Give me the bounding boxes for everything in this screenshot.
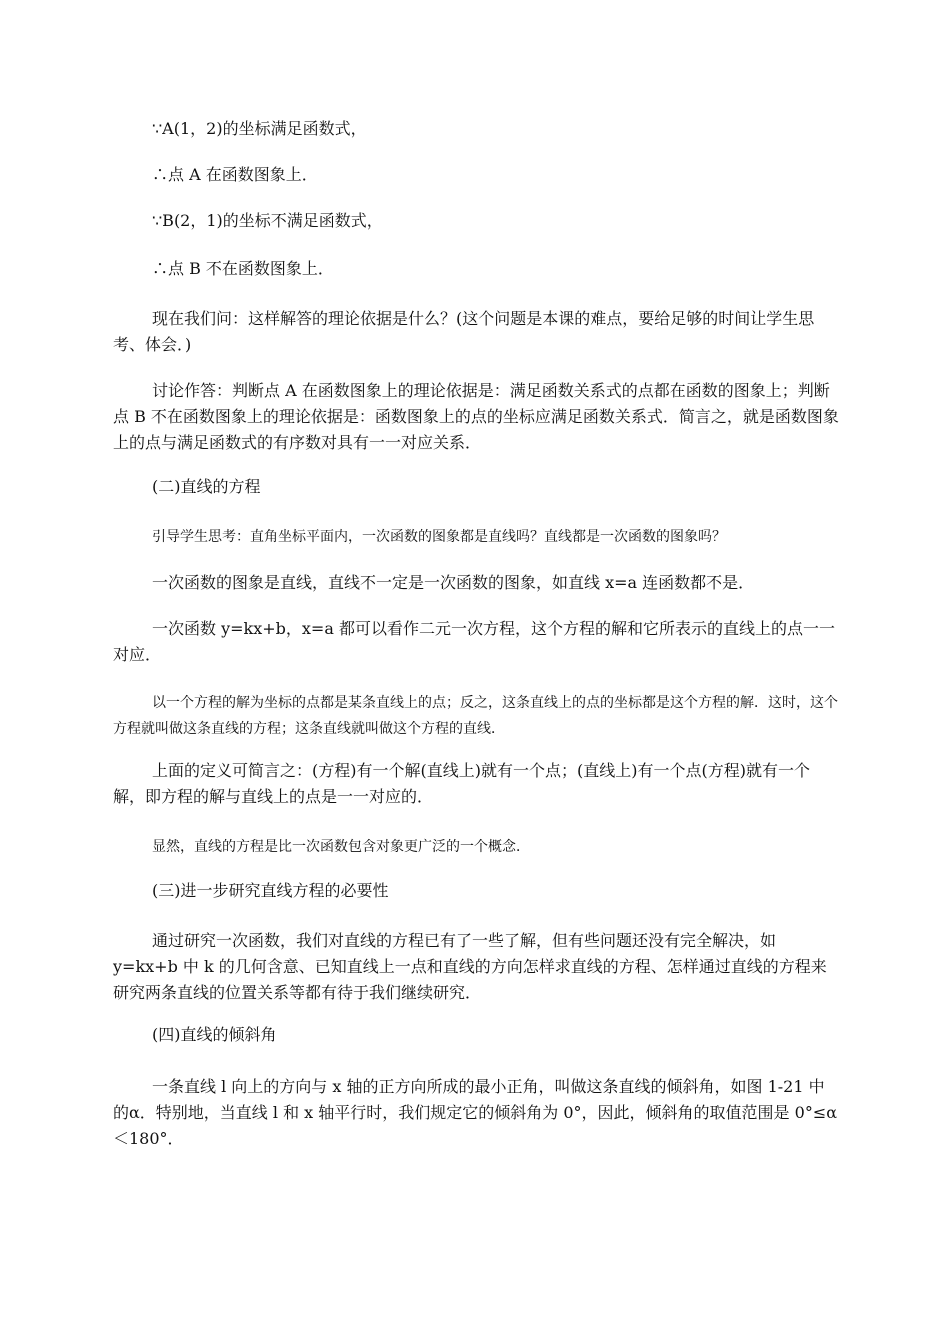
paragraph-question-basis: 现在我们问：这样解答的理论依据是什么？(这个问题是本课的难点，要给足够的时间让学生思考、体会．) [113, 309, 815, 354]
paragraph-guide-thinking: 引导学生思考：直角坐标平面内，一次函数的图象都是直线吗？直线都是一次函数的图象吗？ [152, 529, 726, 545]
section-heading-inclination-angle: (四)直线的倾斜角 [152, 1025, 277, 1044]
paragraph-inclination-definition: 一条直线 l 向上的方向与 x 轴的正方向所成的最小正角，叫做这条直线的倾斜角，如图 1-21 中的α．特别地，当直线 l 和 x 轴平行时，我们规定它的倾斜角为 0°，因此，倾斜角的取值范围是 0°≤α＜180°． [113, 1077, 838, 1148]
paragraph-b-not-on-graph: ∴点 B 不在函数图象上． [152, 259, 334, 278]
paragraph-discussion-answer: 讨论作答：判断点 A 在函数图象上的理论依据是：满足函数关系式的点都在函数的图象上；判断点 B 不在函数图象上的理论依据是：函数图象上的点的坐标应满足函数关系式．简言之，就是函数图象上的点与满足函数式的有序数对具有一一对应关系． [113, 381, 839, 452]
paragraph-a-on-graph: ∴点 A 在函数图象上． [152, 165, 318, 184]
paragraph-b-not-satisfies: ∵B(2，1)的坐标不满足函数式， [152, 211, 383, 230]
section-heading-necessity: (三)进一步研究直线方程的必要性 [152, 881, 389, 900]
paragraph-definition: 以一个方程的解为坐标的点都是某条直线上的点；反之，这条直线上的点的坐标都是这个方程的解．这时，这个方程就叫做这条直线的方程；这条直线就叫做这个方程的直线． [113, 695, 838, 737]
paragraph-further-study: 通过研究一次函数，我们对直线的方程已有了一些了解，但有些问题还没有完全解决，如 y=kx+b 中 k 的几何含意、已知直线上一点和直线的方向怎样求直线的方程、怎样通过直线的方程来研究两条直线的位置关系等都有待于我们继续研究． [113, 931, 827, 1002]
paragraph-a-satisfies: ∵A(1，2)的坐标满足函数式， [152, 119, 367, 138]
paragraph-binary-equation: 一次函数 y=kx+b，x=a 都可以看作二元一次方程，这个方程的解和它所表示的直线上的点一一对应． [113, 619, 835, 664]
paragraph-broader-concept: 显然，直线的方程是比一次函数包含对象更广泛的一个概念． [152, 839, 530, 855]
paragraph-definition-summary: 上面的定义可简言之：(方程)有一个解(直线上)就有一个点；(直线上)有一个点(方程)就有一个解，即方程的解与直线上的点是一一对应的． [113, 761, 810, 806]
paragraph-linear-function-graph: 一次函数的图象是直线，直线不一定是一次函数的图象，如直线 x=a 连函数都不是． [152, 573, 755, 592]
section-heading-line-equation: (二)直线的方程 [152, 477, 261, 496]
